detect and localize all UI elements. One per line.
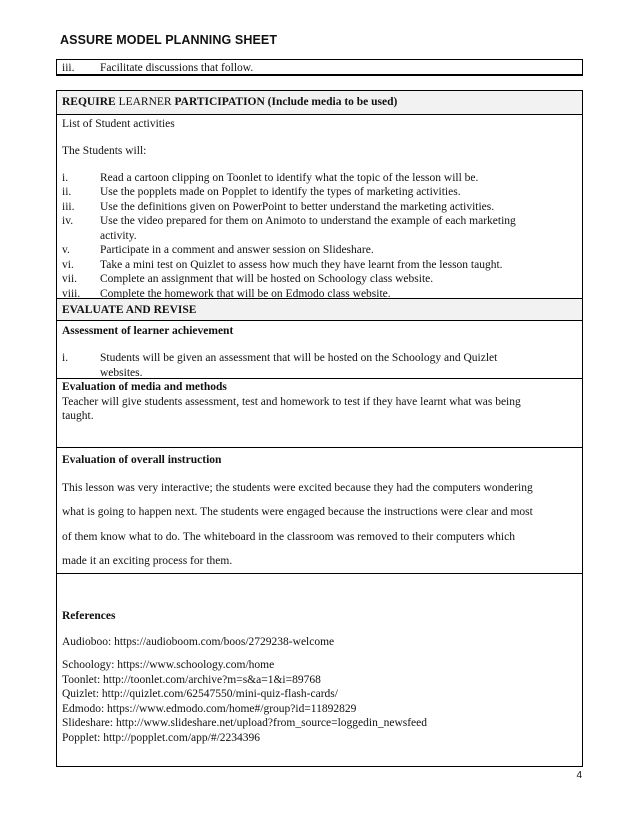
activity-text: Take a mini test on Quizlet to assess how much they have learnt from the lesson taught.	[100, 258, 503, 271]
references-list	[57, 658, 582, 745]
activity-number: v.	[62, 244, 70, 256]
media-eval-line: Teacher will give students assessment, test and homework to test if they have learnt what was being	[62, 395, 521, 408]
media-eval-heading: Evaluation of media and methods	[62, 381, 227, 393]
assessment-item	[57, 351, 582, 380]
overall-eval-text	[57, 476, 582, 574]
assessment-number: i.	[62, 352, 69, 364]
activity-number: vii.	[62, 273, 78, 285]
reference-item: Slideshare: http://www.slideshare.net/upload?from_source=loggedin_newsfeed	[62, 717, 428, 729]
media-eval-section	[56, 378, 583, 448]
activity-text: Read a cartoon clipping on Toonlet to identify what the topic of the lesson will be.	[100, 171, 479, 184]
top-item-number: iii.	[62, 62, 75, 74]
page-title: ASSURE MODEL PLANNING SHEET	[60, 33, 278, 47]
assessment-text: websites.	[100, 366, 143, 379]
activity-number: ii.	[62, 186, 72, 198]
student-activities-list	[57, 171, 582, 302]
activity-item	[57, 214, 582, 243]
reference-audioboo: Audioboo: https://audioboom.com/boos/2729238-welcome	[62, 635, 335, 648]
references-heading: References	[62, 610, 116, 622]
overall-eval-section	[56, 447, 583, 574]
reference-item: Quizlet: http://quizlet.com/62547550/mini-quiz-flash-cards/	[62, 688, 338, 700]
overall-eval-line: made it an exciting process for them.	[62, 555, 233, 567]
overall-eval-line: what is going to happen next. The students were engaged because the instructions were clear and most	[62, 506, 533, 518]
top-item-box	[56, 59, 583, 76]
activity-text: activity.	[100, 229, 137, 242]
activity-item	[57, 185, 582, 200]
activity-item	[57, 200, 582, 215]
activity-number: iii.	[62, 200, 75, 213]
assessment-text: Students will be given an assessment that will be hosted on the Schoology and Quizlet	[100, 352, 498, 364]
assessment-heading: Assessment of learner achievement	[62, 324, 234, 337]
overall-eval-line: of them know what to do. The whiteboard in the classroom was removed to their computers which	[62, 530, 515, 543]
activity-number: iv.	[62, 215, 74, 227]
require-section	[56, 90, 583, 299]
evaluate-heading: EVALUATE AND REVISE	[57, 299, 582, 321]
overall-eval-heading: Evaluation of overall instruction	[62, 454, 222, 466]
require-heading: REQUIRE LEARNER PARTICIPATION (Include media to be used)	[57, 91, 582, 115]
activity-text: Use the popplets made on Popplet to identify the types of marketing activities.	[100, 186, 461, 198]
evaluate-section	[56, 298, 583, 379]
activity-text: Use the definitions given on PowerPoint to better understand the marketing activities.	[100, 200, 495, 213]
require-subtitle: List of Student activities	[62, 117, 175, 130]
activity-item	[57, 243, 582, 258]
reference-item: Edmodo: https://www.edmodo.com/home#/group?id=11892829	[62, 702, 357, 715]
references-section	[56, 573, 583, 767]
overall-eval-line: This lesson was very interactive; the students were excited because they had the computers wondering	[62, 481, 533, 494]
activity-number: vi.	[62, 258, 74, 271]
reference-item: Popplet: http://popplet.com/app/#/2234396	[62, 731, 261, 744]
activity-text: Use the video prepared for them on Animoto to understand the example of each marketing	[100, 215, 516, 227]
reference-item: Schoology: https://www.schoology.com/home	[62, 659, 275, 671]
assessment-row	[57, 351, 582, 380]
activity-text: Complete the homework that will be on Edmodo class website.	[100, 287, 391, 300]
top-item-text: Facilitate discussions that follow.	[100, 62, 254, 74]
activity-number: viii.	[62, 287, 81, 300]
activity-number: i.	[62, 171, 69, 184]
require-intro: The Students will:	[62, 145, 147, 157]
activity-text: Participate in a comment and answer session on Slideshare.	[100, 244, 374, 256]
page-number: 4	[576, 770, 582, 781]
activity-item	[57, 272, 582, 287]
activity-item	[57, 171, 582, 186]
reference-item: Toonlet: http://toonlet.com/archive?m=s&a=1&i=89768	[62, 673, 321, 686]
top-item	[62, 61, 253, 76]
media-eval-line: taught.	[62, 410, 94, 422]
activity-text: Complete an assignment that will be hosted on Schoology class website.	[100, 273, 434, 285]
activity-item	[57, 258, 582, 273]
media-eval-text	[57, 395, 582, 424]
